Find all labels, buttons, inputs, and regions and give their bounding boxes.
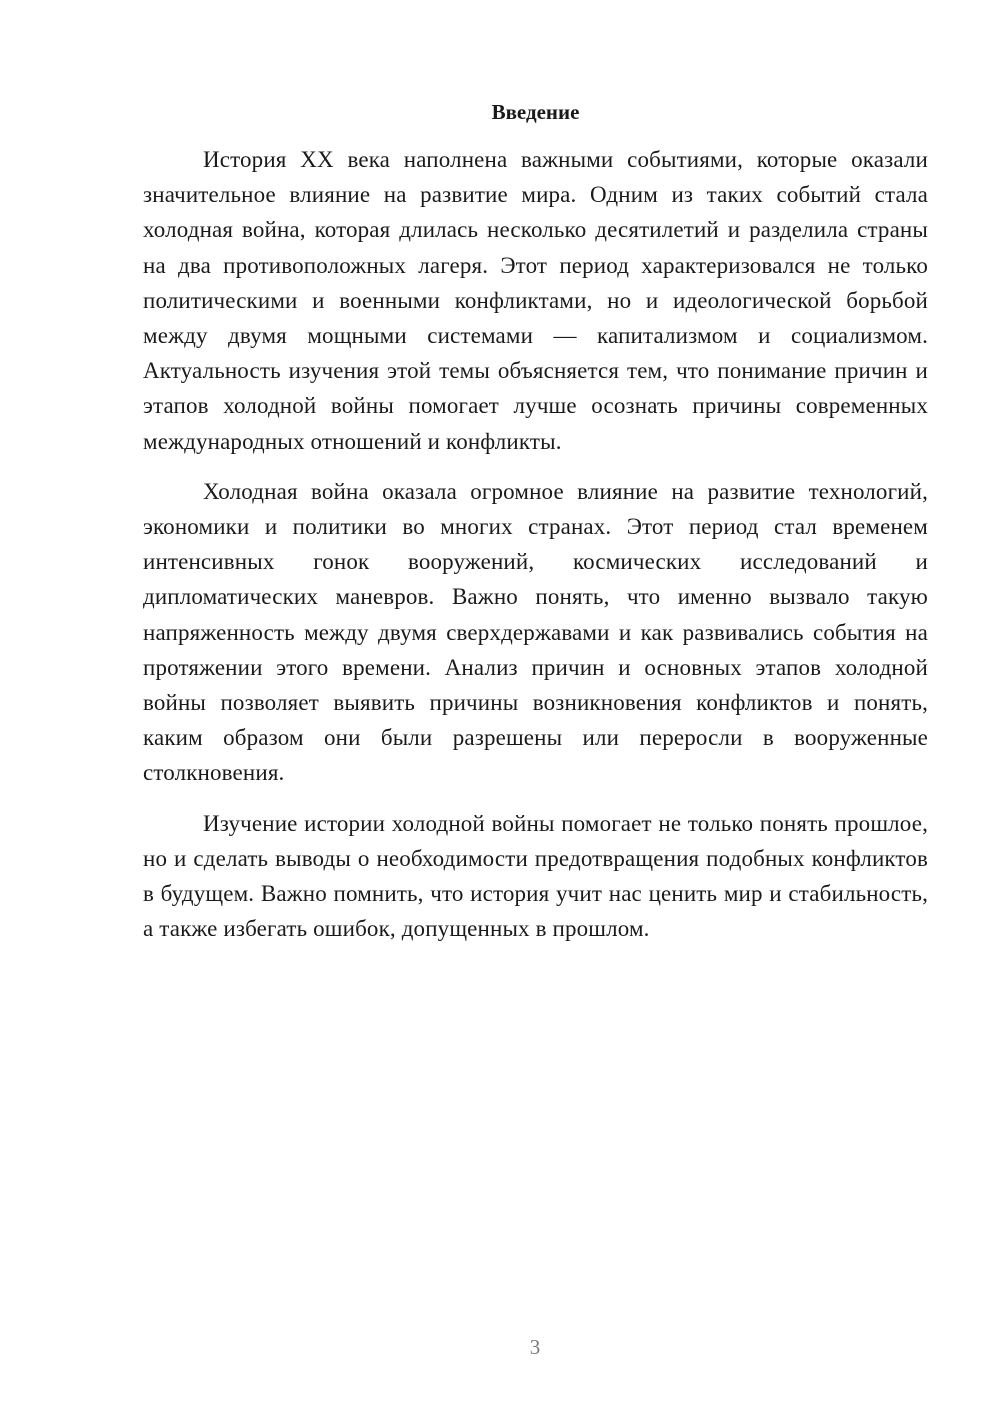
body-text <box>143 142 928 961</box>
paragraph: Холодная война оказала огромное влияние на развитие технологий, экономики и политики во многих странах. Этот период стал временем интенсивных гонок вооружений, космических исследований и дипломатических маневров. Важно понять, что именно вызвало такую напряженность между двумя сверхдержавами и как развивались события на протяжении этого времени. Анализ причин и основных этапов холодной войны позволяет выявить причины возникновения конфликтов и понять, каким образом они были разрешены или переросли в вооруженные столкновения. <box>143 478 928 786</box>
section-heading: Введение <box>491 100 580 124</box>
paragraph: Изучение истории холодной войны помогает не только понять прошлое, но и сделать выводы о необходимости предотвращения подобных конфликтов в будущем. Важно помнить, что история учит нас ценить мир и стабильность, а также избегать ошибок, допущенных в прошлом. <box>143 810 928 942</box>
page-number: 3 <box>529 1335 541 1359</box>
paragraph: История XX века наполнена важными событиями, которые оказали значительное влияние на развитие мира. Одним из таких событий стала холодная война, которая длилась несколько десятилетий и разделила страны на два противоположных лагеря. Этот период характеризовался не только политическими и военными конфликтами, но и идеологической борьбой между двумя мощными системами — капитализмом и социализмом. Актуальность изучения этой темы объясняется тем, что понимание причин и этапов холодной войны помогает лучше осознать причины современных международных отношений и конфликты. <box>143 147 928 454</box>
